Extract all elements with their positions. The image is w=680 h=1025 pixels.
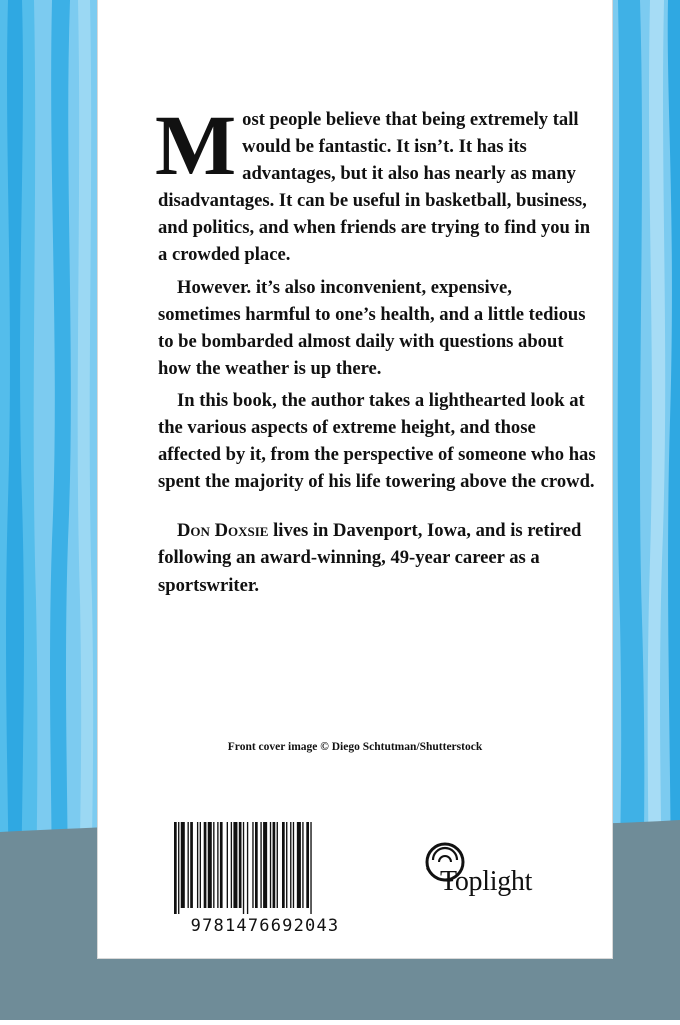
publisher-name: Toplight [440, 866, 533, 897]
blurb-paragraph-3: In this book, the author takes a lighthearted look at the various aspects of extreme height, and those affected by it, from the perspective of someone who has spent the majority of his life towering above the crowd. [158, 389, 596, 493]
back-cover-panel [98, 0, 612, 958]
drop-cap: M [155, 97, 237, 193]
publisher-logo [423, 838, 543, 910]
isbn-number: 9781476692043 [190, 916, 340, 936]
blurb-paragraph-1 [155, 97, 598, 269]
book-blurb [155, 97, 598, 604]
blurb-paragraph-2: However. it’s also inconvenient, expensive, sometimes harmful to one’s health, and a little tedious to be bombarded almost daily with questions about how the weather is up there. [158, 276, 586, 379]
author-bio-text: lives in Davenport, Iowa, and is retired following an award-winning, 49-year career as a sportswriter. [158, 520, 582, 596]
barcode-graphic [170, 822, 360, 914]
isbn-barcode [170, 822, 360, 934]
author-bio [158, 517, 598, 598]
cover-image-credit: Front cover image © Diego Schtutman/Shutterstock [227, 741, 483, 753]
author-name: Don Doxsie [177, 520, 269, 542]
blurb-paragraph-1-text: ost people believe that being extremely tall would be fantastic. It isn’t. It has its advantages, but it also has nearly as many disadvantages. It can be useful in basketball, business, and politics, and when friends are trying to find you in a crowded place. [158, 109, 591, 266]
